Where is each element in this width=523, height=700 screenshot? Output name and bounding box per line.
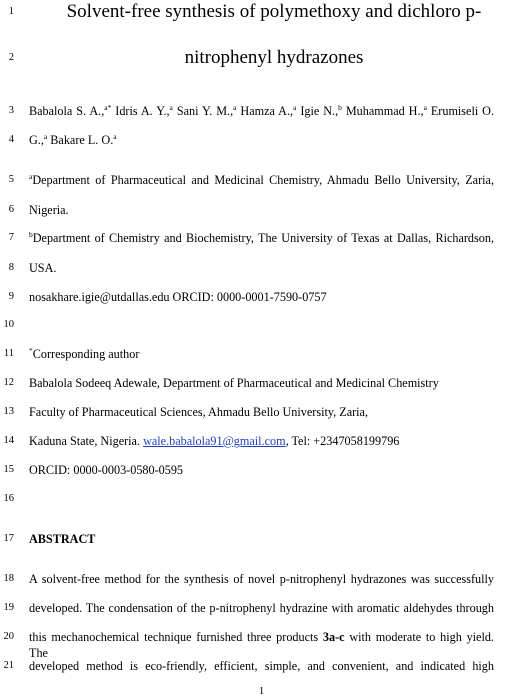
line-number: 5 (8, 174, 14, 185)
line-number: 15 (3, 464, 14, 475)
abstract-heading: ABSTRACT (29, 532, 96, 546)
line-number: 18 (3, 573, 14, 584)
line-number: 6 (8, 204, 14, 215)
author-list-continued (29, 132, 494, 148)
abstract-line-3 (29, 629, 494, 661)
line-number: 12 (3, 377, 14, 388)
email-link[interactable]: wale.babalola91@gmail.com (143, 434, 286, 448)
author: G., (29, 133, 44, 147)
abstract-line-4: developed method is eco-friendly, efficient, simple, and convenient, and indicated high (29, 659, 494, 673)
abstract-text: this mechanochemical technique furnished three products (29, 630, 323, 644)
affiliation-a (29, 172, 494, 188)
author: Igie N., (300, 104, 339, 118)
author: Bakare L. O. (47, 133, 114, 147)
author-marker: a (43, 132, 48, 141)
line-number: 17 (3, 533, 14, 544)
author-marker: a (293, 103, 297, 112)
line-number: 4 (8, 134, 14, 145)
corresponding-label-text: Corresponding author (32, 347, 140, 361)
affiliation-b-continued: USA. (29, 261, 57, 275)
line-number: 2 (8, 52, 14, 63)
author: Idris A. Y., (115, 104, 170, 118)
line-number: 8 (8, 262, 14, 273)
author-marker: a (113, 132, 117, 141)
author: Babalola S. A., (29, 104, 105, 118)
paper-title-line-2: nitrophenyl hydrazones (184, 47, 364, 68)
paper-title-line-1: Solvent-free synthesis of polymethoxy and dichloro p- (66, 1, 482, 22)
line-number: 11 (3, 348, 14, 359)
page-number: 1 (258, 685, 265, 697)
corresponding-marker: * (29, 346, 33, 355)
author-marker: a (423, 103, 427, 112)
line-number: 10 (3, 319, 14, 330)
corresponding-author-label (29, 346, 494, 362)
email-orcid-line: nosakhare.igie@utdallas.edu ORCID: 0000-0001-7590-0757 (29, 290, 327, 304)
affiliation-marker: b (29, 230, 33, 239)
author-marker: a (233, 103, 237, 112)
compound-label: 3a-c (322, 630, 345, 644)
line-number: 20 (3, 631, 14, 642)
corresponding-line-3 (29, 433, 494, 449)
affiliation-b (29, 230, 494, 246)
corresponding-line-1: Babalola Sodeeq Adewale, Department of Pharmaceutical and Medicinal Chemistry (29, 376, 439, 390)
abstract-line-2: developed. The condensation of the p-nitrophenyl hydrazine with aromatic aldehydes through (29, 601, 494, 615)
author-marker: b (338, 103, 342, 112)
line-number: 13 (3, 406, 14, 417)
line-number: 21 (3, 660, 14, 671)
abstract-text: with moderate to high yield. The (29, 630, 494, 660)
abstract-line-1: A solvent-free method for the synthesis of novel p-nitrophenyl hydrazones was successfully (29, 572, 494, 586)
author: Erumiseli O. (430, 104, 495, 118)
author-marker: a (169, 103, 173, 112)
phone-text: , Tel: +2347058199796 (285, 434, 400, 448)
line-number: 1 (8, 6, 14, 17)
address-text: Kaduna State, Nigeria. (29, 434, 144, 448)
affiliation-text: Department of Pharmaceutical and Medicinal Chemistry, Ahmadu Bello University, Zaria, (32, 173, 494, 187)
author: Hamza A., (240, 104, 294, 118)
line-number: 9 (8, 291, 14, 302)
corresponding-orcid: ORCID: 0000-0003-0580-0595 (29, 463, 184, 477)
line-number: 3 (8, 105, 14, 116)
affiliation-text: Department of Chemistry and Biochemistry, The University of Texas at Dallas, Richardson, (32, 231, 494, 245)
corresponding-line-2: Faculty of Pharmaceutical Sciences, Ahmadu Bello University, Zaria, (29, 405, 369, 419)
author: Sani Y. M., (176, 104, 234, 118)
author-marker: a* (104, 103, 112, 112)
line-number: 16 (3, 493, 14, 504)
line-number: 14 (3, 435, 14, 446)
author: Muhammad H., (345, 104, 424, 118)
affiliation-a-continued: Nigeria. (29, 203, 69, 217)
line-number: 7 (8, 232, 14, 243)
line-number: 19 (3, 602, 14, 613)
author-list (29, 103, 494, 119)
affiliation-marker: a (29, 172, 33, 181)
